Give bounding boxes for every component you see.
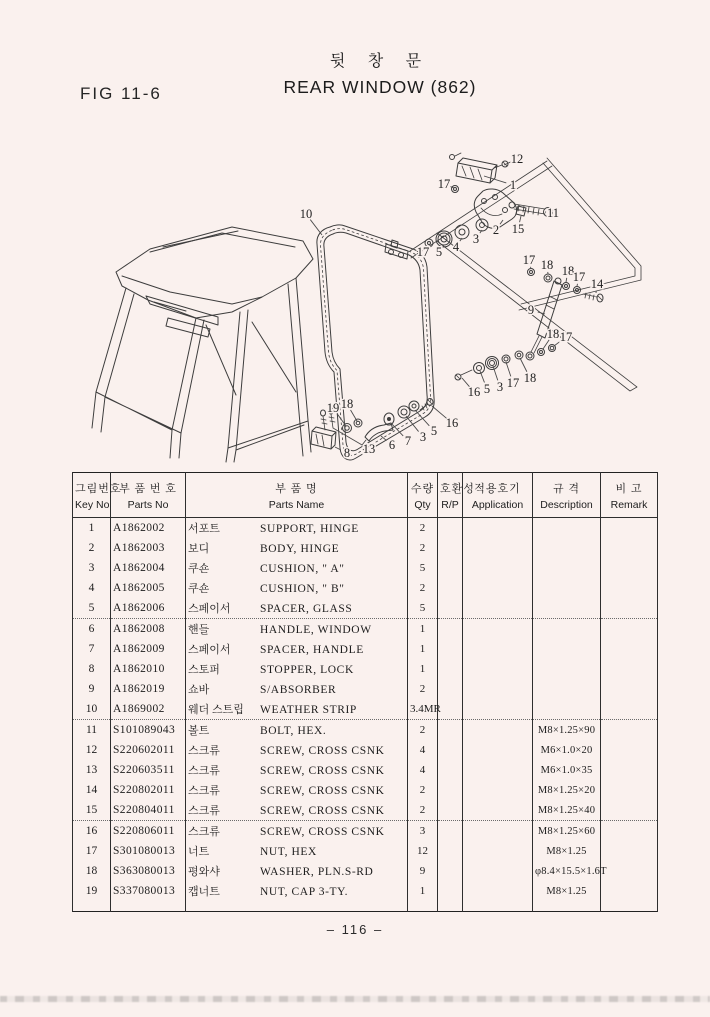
qty-cell: 3.4MR: [408, 699, 438, 720]
col-header-description: 규 격 Description: [533, 473, 601, 518]
key-no-cell: 11: [73, 720, 111, 741]
parts-name-english: BOLT, HEX.: [260, 725, 327, 737]
callout-number: 8: [343, 446, 351, 460]
application-cell: [463, 619, 533, 640]
table-row: [73, 578, 658, 598]
callout-leader: [406, 416, 419, 432]
parts-name-english: SPACER, HANDLE: [260, 644, 364, 656]
callout-number: 10: [299, 207, 313, 221]
callout-number: 17: [559, 330, 573, 344]
parts-name-korean: 너트: [188, 846, 210, 858]
key-no-cell: 5: [73, 598, 111, 619]
table-row: [73, 881, 658, 901]
parts-name-cell: [186, 699, 408, 720]
remark-cell: [601, 659, 658, 679]
parts-name-korean: 스크류: [188, 745, 220, 757]
callout-number: 17: [572, 270, 586, 284]
callout-number: 3: [496, 380, 504, 394]
parts-name-english: WASHER, PLN.S-RD: [260, 866, 374, 878]
remark-cell: [601, 578, 658, 598]
parts-name-cell: [186, 821, 408, 842]
parts-name-cell: [186, 538, 408, 558]
parts-no-cell: A1862002: [111, 518, 186, 539]
callout-number: 16: [445, 416, 459, 430]
application-cell: [463, 861, 533, 881]
key-no-cell: 9: [73, 679, 111, 699]
callout-number: 12: [510, 152, 524, 166]
rp-cell: [438, 659, 463, 679]
callout-leader: [520, 358, 527, 372]
parts-name-english: SCREW, CROSS CSNK: [260, 765, 385, 777]
application-cell: [463, 821, 533, 842]
parts-name-cell: [186, 518, 408, 539]
key-no-cell: 17: [73, 841, 111, 861]
description-cell: M8×1.25×90: [533, 720, 601, 741]
parts-name-korean: 쿠숀: [188, 563, 210, 575]
scan-artifact: [0, 996, 710, 1002]
callout-number: 18: [340, 397, 354, 411]
callout-leader: [432, 406, 447, 418]
parts-name-cell: [186, 800, 408, 821]
parts-name-cell: [186, 720, 408, 741]
remark-cell: [601, 800, 658, 821]
application-cell: [463, 720, 533, 741]
qty-cell: 2: [408, 800, 438, 821]
callout-number: 18: [561, 264, 575, 278]
parts-name-cell: [186, 679, 408, 699]
description-cell: φ8.4×15.5×1.6T: [533, 861, 601, 881]
rp-cell: [438, 518, 463, 539]
table-row: [73, 720, 658, 741]
parts-name-cell: [186, 881, 408, 901]
qty-cell: 1: [408, 639, 438, 659]
callout-leader: [506, 362, 511, 376]
callout-number: 4: [452, 240, 460, 254]
callout-number: 3: [419, 430, 427, 444]
table-row: [73, 760, 658, 780]
exploded-parts-diagram: [0, 0, 710, 500]
callout-leader: [333, 428, 363, 445]
description-cell: M6×1.0×35: [533, 760, 601, 780]
description-cell: [533, 578, 601, 598]
parts-name-korean: 스크류: [188, 765, 220, 777]
remark-cell: [601, 881, 658, 901]
qty-cell: 3: [408, 821, 438, 842]
table-filler-row: [73, 901, 658, 912]
rear-window-glass-drawing: [317, 161, 552, 460]
callout-leader: [443, 246, 444, 247]
parts-name-cell: [186, 598, 408, 619]
parts-name-cell: [186, 760, 408, 780]
rp-cell: [438, 619, 463, 640]
remark-cell: [601, 780, 658, 800]
callout-number: 17: [416, 245, 430, 259]
parts-name-korean: 쿠숀: [188, 583, 210, 595]
figure-number: FIG 11-6: [80, 84, 162, 103]
parts-name-cell: [186, 578, 408, 598]
col-header-key-no: 그림번호 Key No: [73, 473, 111, 518]
parts-no-cell: S220602011: [111, 740, 186, 760]
parts-name-korean: 스크류: [188, 805, 220, 817]
col-header-parts-no: 부 품 번 호 Parts No: [111, 473, 186, 518]
rp-cell: [438, 800, 463, 821]
callout-number: 17: [506, 376, 520, 390]
parts-name-english: WEATHER STRIP: [260, 704, 357, 716]
parts-name-korean: 스크류: [188, 826, 220, 838]
parts-name-korean: 스페이서: [188, 644, 231, 656]
application-cell: [463, 659, 533, 679]
application-cell: [463, 881, 533, 901]
application-cell: [463, 679, 533, 699]
parts-no-cell: A1862006: [111, 598, 186, 619]
application-cell: [463, 780, 533, 800]
description-cell: [533, 679, 601, 699]
remark-cell: [601, 619, 658, 640]
col-header-parts-name: 부 품 명 Parts Name: [186, 473, 408, 518]
description-cell: [533, 598, 601, 619]
page-title-korean: 뒷 창 문: [329, 53, 431, 70]
description-cell: [533, 558, 601, 578]
table-row: [73, 518, 658, 539]
parts-name-cell: [186, 841, 408, 861]
page-number: – 116 –: [326, 922, 384, 937]
callout-number: 5: [435, 245, 443, 259]
qty-cell: 9: [408, 861, 438, 881]
description-cell: [533, 699, 601, 720]
key-no-cell: 14: [73, 780, 111, 800]
table-header-row: [73, 473, 658, 518]
callout-number: 11: [546, 206, 560, 220]
parts-no-cell: A1869002: [111, 699, 186, 720]
parts-name-korean: 보디: [188, 543, 210, 555]
parts-name-cell: [186, 861, 408, 881]
parts-no-cell: S337080013: [111, 881, 186, 901]
callout-number: 13: [362, 442, 376, 456]
rp-cell: [438, 679, 463, 699]
callout-leader: [566, 278, 567, 282]
qty-cell: 2: [408, 518, 438, 539]
key-no-cell: 13: [73, 760, 111, 780]
description-cell: M6×1.0×20: [533, 740, 601, 760]
callout-number: 5: [483, 382, 491, 396]
remark-cell: [601, 740, 658, 760]
rp-cell: [438, 639, 463, 659]
remark-cell: [601, 639, 658, 659]
col-header-remark: 비 고 Remark: [601, 473, 658, 518]
parts-name-cell: [186, 619, 408, 640]
key-no-cell: 12: [73, 740, 111, 760]
table-row: [73, 538, 658, 558]
parts-no-cell: S220603511: [111, 760, 186, 780]
remark-cell: [601, 699, 658, 720]
parts-name-korean: 웨더 스트립: [188, 704, 244, 716]
qty-cell: 5: [408, 558, 438, 578]
application-cell: [463, 598, 533, 619]
key-no-cell: 10: [73, 699, 111, 720]
hinge-assembly-drawing: [425, 153, 553, 247]
qty-cell: 4: [408, 760, 438, 780]
parts-no-cell: S101089043: [111, 720, 186, 741]
parts-no-cell: A1862010: [111, 659, 186, 679]
rp-cell: [438, 780, 463, 800]
table-row: [73, 780, 658, 800]
callout-numbers: [300, 152, 604, 460]
description-cell: M8×1.25×60: [533, 821, 601, 842]
callout-number: 16: [467, 385, 481, 399]
key-no-cell: 2: [73, 538, 111, 558]
remark-cell: [601, 720, 658, 741]
rp-cell: [438, 861, 463, 881]
application-cell: [463, 699, 533, 720]
callout-number: 3: [472, 232, 480, 246]
parts-name-english: NUT, CAP 3-TY.: [260, 886, 349, 898]
application-cell: [463, 518, 533, 539]
table-row: [73, 740, 658, 760]
rp-cell: [438, 720, 463, 741]
key-no-cell: 1: [73, 518, 111, 539]
parts-name-english: SUPPORT, HINGE: [260, 523, 359, 535]
parts-name-cell: [186, 740, 408, 760]
key-no-cell: 3: [73, 558, 111, 578]
parts-no-cell: A1862004: [111, 558, 186, 578]
description-cell: [533, 518, 601, 539]
table-row: [73, 821, 658, 842]
callout-number: 17: [522, 253, 536, 267]
rp-cell: [438, 881, 463, 901]
parts-name-korean: 서포트: [188, 523, 220, 535]
rp-cell: [438, 841, 463, 861]
parts-name-english: SCREW, CROSS CSNK: [260, 745, 385, 757]
rp-cell: [438, 558, 463, 578]
parts-no-cell: A1862019: [111, 679, 186, 699]
parts-name-korean: 캡너트: [188, 886, 220, 898]
shock-absorber-drawing: [455, 269, 603, 381]
callout-number: 19: [326, 401, 340, 415]
rp-cell: [438, 740, 463, 760]
application-cell: [463, 578, 533, 598]
page-title: REAR WINDOW (862): [283, 77, 477, 97]
parts-no-cell: A1862008: [111, 619, 186, 640]
rp-cell: [438, 598, 463, 619]
callout-number: 9: [527, 303, 535, 317]
table-row: [73, 679, 658, 699]
callout-number: 6: [388, 438, 396, 452]
cab-frame-drawing: [92, 227, 313, 462]
qty-cell: 1: [408, 619, 438, 640]
table-row: [73, 861, 658, 881]
parts-name-cell: [186, 659, 408, 679]
callout-number: 18: [523, 371, 537, 385]
callout-number: 17: [437, 177, 451, 191]
table-row: [73, 558, 658, 578]
parts-name-cell: [186, 639, 408, 659]
key-no-cell: 7: [73, 639, 111, 659]
table-row: [73, 841, 658, 861]
parts-no-cell: A1862009: [111, 639, 186, 659]
rp-cell: [438, 760, 463, 780]
table-row: [73, 800, 658, 821]
table-row: [73, 659, 658, 679]
qty-cell: 2: [408, 720, 438, 741]
rp-cell: [438, 699, 463, 720]
parts-name-cell: [186, 780, 408, 800]
description-cell: [533, 538, 601, 558]
qty-cell: 2: [408, 679, 438, 699]
key-no-cell: 16: [73, 821, 111, 842]
remark-cell: [601, 538, 658, 558]
col-header-rp: 호환성 R/P: [438, 473, 463, 518]
qty-cell: 1: [408, 881, 438, 901]
parts-no-cell: S301080013: [111, 841, 186, 861]
key-no-cell: 18: [73, 861, 111, 881]
parts-name-english: BODY, HINGE: [260, 543, 340, 555]
table-row: [73, 598, 658, 619]
window-frame-outline-drawing: [437, 158, 641, 391]
callout-leader: [310, 220, 322, 235]
callout-number: 5: [430, 424, 438, 438]
remark-cell: [601, 760, 658, 780]
parts-name-english: HANDLE, WINDOW: [260, 624, 372, 636]
key-no-cell: 19: [73, 881, 111, 901]
table-row: [73, 619, 658, 640]
description-cell: M8×1.25×20: [533, 780, 601, 800]
remark-cell: [601, 861, 658, 881]
remark-cell: [601, 679, 658, 699]
table-row: [73, 639, 658, 659]
description-cell: M8×1.25: [533, 881, 601, 901]
application-cell: [463, 760, 533, 780]
parts-name-english: SCREW, CROSS CSNK: [260, 826, 385, 838]
parts-name-english: CUSHION, " B": [260, 583, 345, 595]
callout-leader: [500, 220, 503, 224]
remark-cell: [601, 598, 658, 619]
callout-number: 18: [546, 327, 560, 341]
parts-name-english: SCREW, CROSS CSNK: [260, 805, 385, 817]
parts-name-english: CUSHION, " A": [260, 563, 345, 575]
parts-no-cell: S363080013: [111, 861, 186, 881]
col-header-qty: 수량 Qty: [408, 473, 438, 518]
rp-cell: [438, 578, 463, 598]
parts-no-cell: S220806011: [111, 821, 186, 842]
callout-number: 7: [404, 434, 412, 448]
callout-number: 15: [511, 222, 525, 236]
parts-table: [72, 472, 658, 912]
parts-name-korean: 스페이서: [188, 603, 231, 615]
key-no-cell: 8: [73, 659, 111, 679]
callout-number: 14: [590, 277, 604, 291]
qty-cell: 4: [408, 740, 438, 760]
key-no-cell: 4: [73, 578, 111, 598]
callout-number: 2: [492, 223, 500, 237]
remark-cell: [601, 821, 658, 842]
rp-cell: [438, 538, 463, 558]
callout-number: 1: [509, 178, 517, 192]
parts-name-korean: 핸들: [188, 624, 210, 636]
col-header-application: 적용호기 Application: [463, 473, 533, 518]
description-cell: M8×1.25: [533, 841, 601, 861]
description-cell: [533, 619, 601, 640]
remark-cell: [601, 841, 658, 861]
application-cell: [463, 740, 533, 760]
parts-name-cell: [186, 558, 408, 578]
description-cell: M8×1.25×40: [533, 800, 601, 821]
parts-name-english: NUT, HEX: [260, 846, 317, 858]
parts-name-korean: 쇼바: [188, 684, 210, 696]
parts-name-english: STOPPER, LOCK: [260, 664, 354, 676]
parts-name-english: SCREW, CROSS CSNK: [260, 785, 385, 797]
application-cell: [463, 538, 533, 558]
key-no-cell: 15: [73, 800, 111, 821]
parts-name-korean: 스토퍼: [188, 664, 220, 676]
qty-cell: 2: [408, 538, 438, 558]
qty-cell: 12: [408, 841, 438, 861]
rp-cell: [438, 821, 463, 842]
parts-name-korean: 평와샤: [188, 866, 220, 878]
parts-name-korean: 볼트: [188, 725, 210, 737]
parts-name-english: S/ABSORBER: [260, 684, 337, 696]
qty-cell: 5: [408, 598, 438, 619]
parts-name-korean: 스크류: [188, 785, 220, 797]
callout-leader: [351, 410, 357, 421]
callout-leader: [415, 410, 429, 426]
application-cell: [463, 800, 533, 821]
qty-cell: 2: [408, 578, 438, 598]
description-cell: [533, 659, 601, 679]
key-no-cell: 6: [73, 619, 111, 640]
remark-cell: [601, 558, 658, 578]
description-cell: [533, 639, 601, 659]
table-row: [73, 699, 658, 720]
parts-no-cell: S220802011: [111, 780, 186, 800]
callout-number: 18: [540, 258, 554, 272]
qty-cell: 2: [408, 780, 438, 800]
parts-no-cell: S220804011: [111, 800, 186, 821]
application-cell: [463, 558, 533, 578]
qty-cell: 1: [408, 659, 438, 679]
application-cell: [463, 841, 533, 861]
parts-no-cell: A1862003: [111, 538, 186, 558]
application-cell: [463, 639, 533, 659]
remark-cell: [601, 518, 658, 539]
parts-name-english: SPACER, GLASS: [260, 603, 353, 615]
parts-no-cell: A1862005: [111, 578, 186, 598]
